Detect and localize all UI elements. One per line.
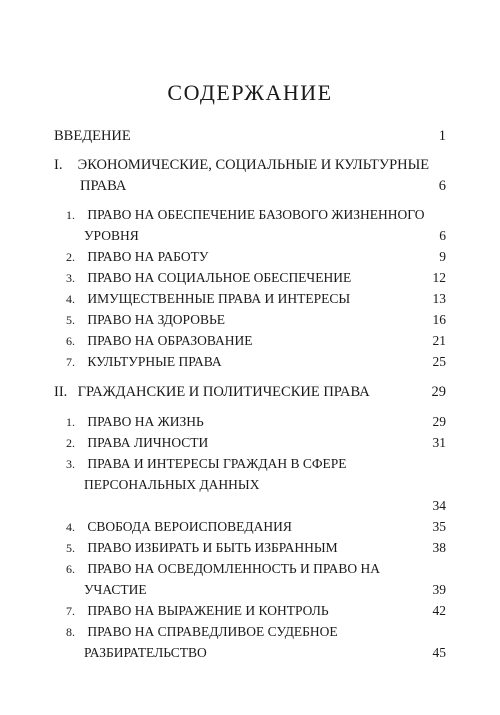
item-page: 12 [432,270,446,285]
item-page: 31 [432,435,446,450]
item-title-line1: ПРАВО НА ВЫРАЖЕНИЕ И КОНТРОЛЬ [87,603,329,618]
item-title-line1: ПРАВО НА ЗДОРОВЬЕ [87,312,225,327]
chapter-number: II. [54,384,68,400]
item-title-line2: УЧАСТИЕ [84,582,147,597]
item-number: 4. [66,520,75,534]
toc-chapter-1-title[interactable] [54,157,429,174]
toc-chapter-2-title[interactable] [54,384,370,401]
item-title-line2: ПЕРСОНАЛЬНЫХ ДАННЫХ [84,477,260,492]
item-title-line2: УРОВНЯ [84,228,139,243]
item-number: 8. [66,625,75,639]
item-page: 34 [432,498,446,513]
toc-item[interactable] [66,540,338,556]
item-title-line1: ПРАВО НА ОБЕСПЕЧЕНИЕ БАЗОВОГО ЖИЗНЕННОГО [87,207,425,222]
item-title-line1: ПРАВО НА СОЦИАЛЬНОЕ ОБЕСПЕЧЕНИЕ [87,270,352,285]
toc-item[interactable] [66,333,253,349]
toc-item[interactable] [66,207,424,223]
item-title-line1: ПРАВО ИЗБИРАТЬ И БЫТЬ ИЗБРАННЫМ [87,540,338,555]
item-number: 1. [66,208,75,222]
item-number: 1. [66,415,75,429]
toc-item[interactable] [66,435,208,451]
toc-item[interactable] [66,624,338,640]
item-title-line1: ПРАВО НА ОСВЕДОМЛЕННОСТЬ И ПРАВО НА [87,561,381,576]
item-title-line1: ИМУЩЕСТВЕННЫЕ ПРАВА И ИНТЕРЕСЫ [87,291,351,306]
item-number: 7. [66,355,75,369]
item-title-line1: СВОБОДА ВЕРОИСПОВЕДАНИЯ [87,519,292,534]
toc-item[interactable] [66,312,225,328]
item-title-line1: ПРАВА И ИНТЕРЕСЫ ГРАЖДАН В СФЕРЕ [87,456,347,471]
item-page: 39 [432,582,446,597]
item-title-line1: ПРАВО НА ОБРАЗОВАНИЕ [87,333,253,348]
item-page: 38 [432,540,446,555]
item-number: 5. [66,541,75,555]
item-page: 25 [432,354,446,369]
item-page: 35 [432,519,446,534]
item-number: 3. [66,457,75,471]
item-title-line1: ПРАВА ЛИЧНОСТИ [87,435,209,450]
item-page: 21 [432,333,446,348]
chapter-number: I. [54,157,63,173]
toc-item[interactable] [66,414,204,430]
item-page: 16 [432,312,446,327]
item-page: 13 [432,291,446,306]
item-number: 6. [66,334,75,348]
toc-intro-page: 1 [438,128,446,144]
toc-item[interactable] [66,354,222,370]
item-number: 4. [66,292,75,306]
item-number: 6. [66,562,75,576]
item-number: 2. [66,250,75,264]
chapter-title-line1: ЭКОНОМИЧЕСКИЕ, СОЦИАЛЬНЫЕ И КУЛЬТУРНЫЕ [77,157,430,173]
toc-item[interactable] [66,519,292,535]
item-title-line1: ПРАВО НА ЖИЗНЬ [87,414,204,429]
chapter-title-line2: ПРАВА [80,178,127,194]
item-number: 2. [66,436,75,450]
item-page: 6 [439,228,446,243]
toc-item[interactable] [66,249,208,265]
toc-item[interactable] [66,270,351,286]
toc-item[interactable] [66,291,350,307]
chapter-title-line1: ГРАЖДАНСКИЕ И ПОЛИТИЧЕСКИЕ ПРАВА [77,384,370,400]
item-number: 3. [66,271,75,285]
page-title: СОДЕРЖАНИЕ [167,80,333,105]
toc-item[interactable] [66,561,380,577]
item-title-line1: ПРАВО НА РАБОТУ [87,249,209,264]
item-title-line1: ПРАВО НА СПРАВЕДЛИВОЕ СУДЕБНОЕ [87,624,338,639]
toc-chapter-2-page: 29 [431,384,446,400]
item-title-line1: КУЛЬТУРНЫЕ ПРАВА [87,354,222,369]
toc-item[interactable] [66,456,347,472]
item-title-line2: РАЗБИРАТЕЛЬСТВО [84,645,207,660]
item-number: 7. [66,604,75,618]
toc-item[interactable] [66,603,329,619]
item-page: 42 [432,603,446,618]
item-number: 5. [66,313,75,327]
item-page: 29 [432,414,446,429]
item-page: 45 [432,645,446,660]
toc-intro-label[interactable]: ВВЕДЕНИЕ [54,128,131,144]
item-page: 9 [439,249,446,264]
toc-chapter-1-page: 6 [438,178,446,194]
